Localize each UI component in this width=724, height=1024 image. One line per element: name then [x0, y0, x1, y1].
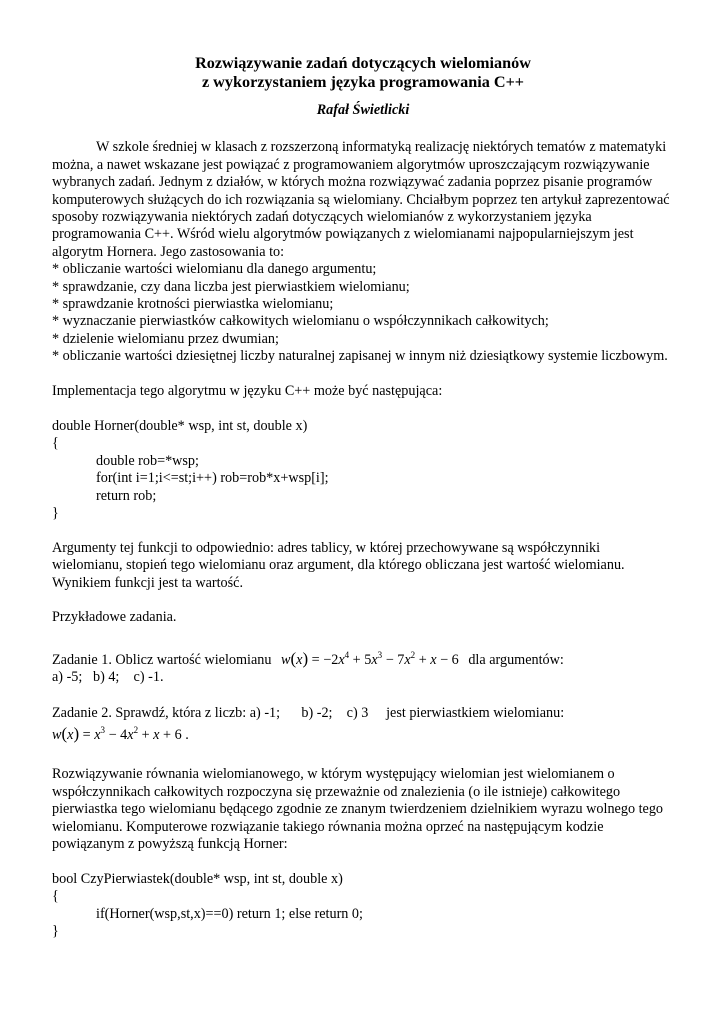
code-signature: double Horner(double* wsp, int st, double x): [52, 417, 308, 434]
title-line-1: Rozwiązywanie zadań dotyczących wielomianów: [195, 54, 531, 72]
list-item: * wyznaczanie pierwiastków całkowitych wielomianu o współczynnikach całkowitych;: [52, 313, 549, 330]
task-1-polynomial: $w(x) = -2x^4 + 5x^3 - 7x^2 + x - 6$: [280, 648, 459, 668]
task-2-text: Zadanie 2. Sprawdź, która z liczb: a) -1; b) -2; c) 3 jest pierwiastkiem wielomianu:: [52, 704, 565, 721]
task-1-arguments: a) -5; b) 4; c) -1.: [52, 669, 164, 686]
code-line: for(int i=1;i<=st;i++) rob=rob*x+wsp[i];: [96, 470, 329, 487]
task-2-polynomial: $w(x) = x^3 - 4x^2 + x + 6$ .: [52, 723, 189, 743]
document-title: [52, 54, 674, 92]
author-name: Rafał Świetlicki: [316, 102, 410, 118]
list-item: * obliczanie wartości dziesiętnej liczby naturalnej zapisanej w innym niż dziesiątkowy systemie liczbowym.: [52, 348, 668, 365]
code-brace-close: }: [52, 922, 59, 939]
list-item: * sprawdzanie, czy dana liczba jest pierwiastkiem wielomianu;: [52, 278, 410, 295]
applications-list: [52, 261, 674, 365]
code-brace-open: {: [52, 888, 59, 905]
horner-code-block: [52, 418, 674, 522]
intro-paragraph: W szkole średniej w klasach z rozszerzoną informatyką realizację niektórych tematów z matematyki można, a nawet wskazane jest powiązać z programowaniem algorytmów uproszczającym rozwiązywanie wybranych zadań. Jednym z działów, w których można rozwiązywać zadania poprzez pisanie programów komputerowych służących do ich rozwiązania są wielomiany. Chciałbym poprzez ten artykuł zaprezentować sposoby rozwiązywania niektórych zadań dotyczących wielomianów z wykorzystaniem języka programowania C++. Wśród wielu algorytmów powiązanych z wielomianami najpopularniejszym jest algorytm Hornera. Jego zastosowania to:: [52, 139, 670, 260]
list-item: * dzielenie wielomianu przez dwumian;: [52, 330, 279, 347]
task-1-prefix: Zadanie 1. Oblicz wartość wielomianu: [52, 651, 272, 668]
task-1: [52, 647, 674, 687]
document-page: [52, 54, 674, 940]
list-item: * obliczanie wartości wielomianu dla danego argumentu;: [52, 261, 377, 278]
task-1-suffix: dla argumentów:: [468, 651, 564, 668]
code-line: double rob=*wsp;: [96, 452, 199, 469]
examples-heading: Przykładowe zadania.: [52, 609, 177, 626]
code-line: if(Horner(wsp,st,x)==0) return 1; else return 0;: [96, 905, 363, 922]
arguments-paragraph: Argumenty tej funkcji to odpowiednio: adres tablicy, w której przechowywane są współczynniki wielomianu, stopień tego wielomianu oraz argument, dla którego obliczana jest wartość wielomianu. Wynikiem funkcji jest ta wartość.: [52, 539, 625, 591]
code-brace-close: }: [52, 504, 59, 521]
list-item: * sprawdzanie krotności pierwiastka wielomianu;: [52, 296, 334, 313]
implementation-intro: Implementacja tego algorytmu w języku C++ może być następująca:: [52, 383, 443, 400]
equation-paragraph: Rozwiązywanie równania wielomianowego, w którym występujący wielomian jest wielomianem o współczynnikach całkowitych rozpoczyna się przeważnie od znalezienia (o ile istnieje) całkowitego pierwiastka tego wielomianu będącego zgodnie ze znanym twierdzeniem dzielnikiem wyrazu wolnego tego wielomianu. Komputerowe rozwiązanie takiego równania można oprzeć na następującym kodzie powiązanym z powyższą funkcją Horner:: [52, 766, 664, 852]
title-line-2: z wykorzystaniem języka programowania C++: [201, 73, 525, 91]
czypierwiastek-code-block: [52, 871, 674, 941]
task-2: [52, 705, 674, 745]
code-line: return rob;: [96, 487, 157, 504]
code-brace-open: {: [52, 435, 59, 452]
code-signature: bool CzyPierwiastek(double* wsp, int st, double x): [52, 870, 343, 887]
